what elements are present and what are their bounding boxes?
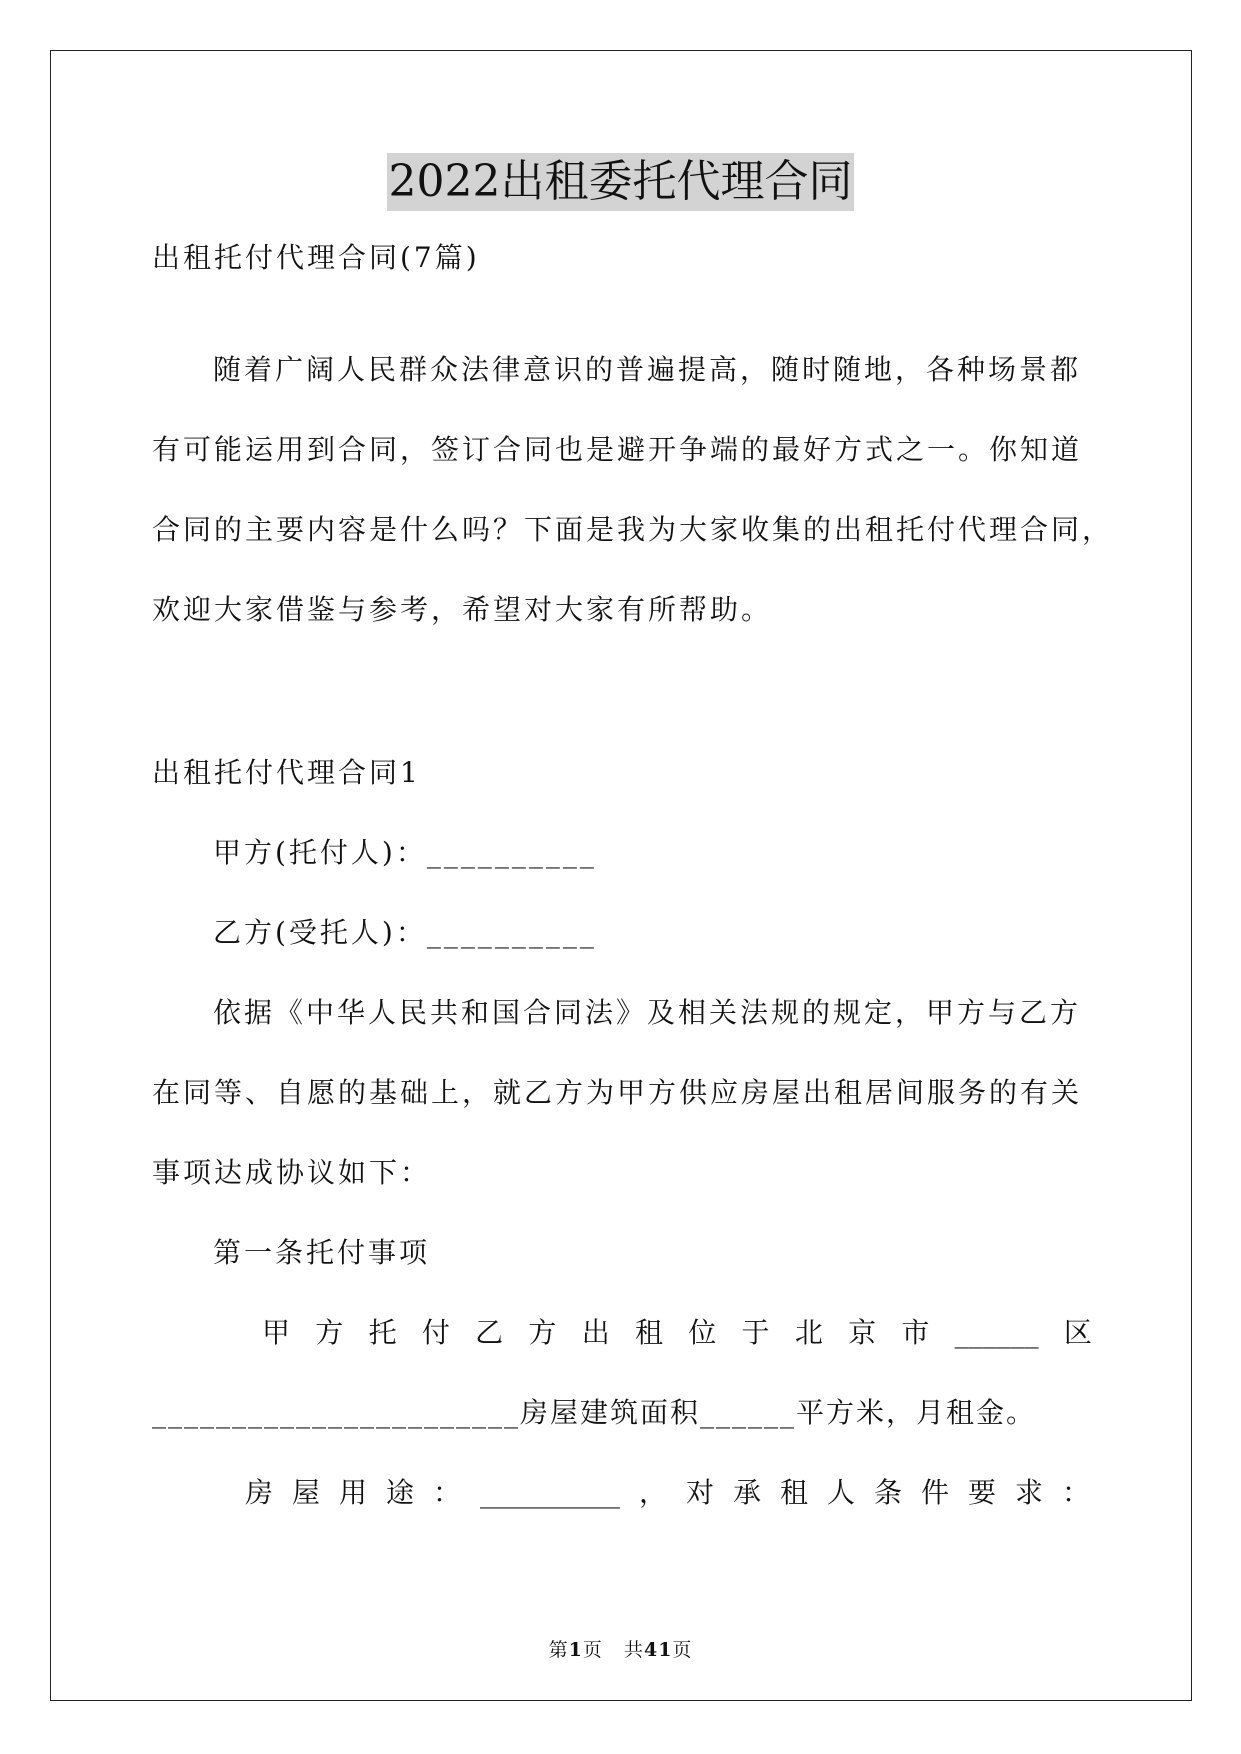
- footer-total-pages: 41: [643, 1639, 673, 1661]
- document-subtitle: 出租托付代理合同(7篇): [152, 241, 480, 274]
- entrust-char: 出: [581, 1316, 610, 1349]
- intro-line-1: 随着广阔人民群众法律意识的普遍提高，随时随地，各种场景都: [213, 353, 1082, 386]
- entrust-char: 甲: [262, 1316, 291, 1349]
- usage-char: 对: [685, 1476, 714, 1509]
- usage-char: 承: [732, 1476, 761, 1509]
- footer-total-prefix: 共: [623, 1639, 644, 1661]
- intro-line-3: 合同的主要内容是什么吗？下面是我为大家收集的出租托付代理合同，: [152, 513, 1114, 546]
- intro-line-4: 欢迎大家借鉴与参考，希望对大家有所帮助。: [152, 593, 773, 626]
- district-blank: ______: [954, 1316, 1039, 1349]
- footer-page-number: 1: [568, 1639, 583, 1661]
- usage-char: ，: [638, 1476, 667, 1509]
- usage-char: 房: [245, 1476, 274, 1509]
- usage-char: 途: [386, 1476, 415, 1509]
- entrust-line-2: _______________________房屋建筑面积______平方米，月租金。: [152, 1396, 1037, 1429]
- usage-char: 求: [1014, 1476, 1043, 1509]
- usage-char: 条: [873, 1476, 902, 1509]
- section-heading: 出租托付代理合同1: [152, 756, 421, 789]
- usage-char: 件: [920, 1476, 949, 1509]
- usage-line: [245, 1473, 1090, 1513]
- entrust-line-1: [262, 1313, 1092, 1353]
- entrust-char: 付: [421, 1316, 450, 1349]
- usage-char: ：: [1061, 1476, 1090, 1509]
- usage-char: 人: [826, 1476, 855, 1509]
- entrust-char: 区: [1063, 1316, 1092, 1349]
- usage-char: 屋: [292, 1476, 321, 1509]
- document-title: 2022出租委托代理合同: [387, 153, 855, 211]
- intro-line-2: 有可能运用到合同，签订合同也是避开争端的最好方式之一。你知道: [152, 433, 1083, 466]
- party-b-line: 乙方(受托人)：__________: [213, 916, 597, 949]
- entrust-char: 方: [528, 1316, 557, 1349]
- basis-line-3: 事项达成协议如下：: [152, 1156, 432, 1189]
- entrust-char: 乙: [475, 1316, 504, 1349]
- basis-line-2: 在同等、自愿的基础上，就乙方为甲方供应房屋出租居间服务的有关: [152, 1076, 1083, 1109]
- footer-total-suffix: 页: [672, 1639, 693, 1661]
- page-border: [50, 50, 1192, 1701]
- title-container: [0, 153, 1241, 211]
- entrust-char: 位: [688, 1316, 717, 1349]
- entrust-char: 市: [901, 1316, 930, 1349]
- usage-char: ：: [433, 1476, 462, 1509]
- footer-page-suffix: 页: [582, 1639, 603, 1661]
- entrust-char: 托: [368, 1316, 397, 1349]
- usage-blank: __________: [480, 1476, 620, 1509]
- entrust-char: 方: [315, 1316, 344, 1349]
- basis-line-1: 依据《中华人民共和国合同法》及相关法规的规定，甲方与乙方: [213, 996, 1082, 1029]
- usage-char: 要: [967, 1476, 996, 1509]
- party-a-line: 甲方(托付人)：__________: [213, 836, 597, 869]
- article-1-heading: 第一条托付事项: [213, 1236, 431, 1269]
- page-footer: [0, 1638, 1241, 1662]
- usage-char: 用: [339, 1476, 368, 1509]
- entrust-char: 北: [794, 1316, 823, 1349]
- usage-char: 租: [779, 1476, 808, 1509]
- entrust-char: 租: [634, 1316, 663, 1349]
- entrust-char: 京: [848, 1316, 877, 1349]
- footer-prefix: 第: [548, 1639, 569, 1661]
- entrust-char: 于: [741, 1316, 770, 1349]
